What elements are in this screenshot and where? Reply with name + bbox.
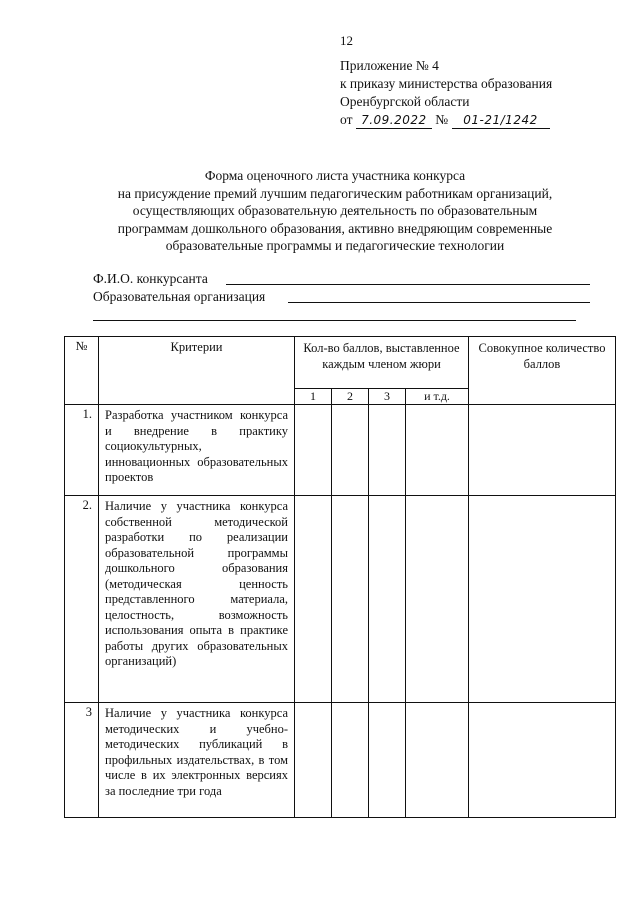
order-date: 7.09.2022 (356, 113, 432, 129)
appendix-block (340, 57, 552, 129)
document-title (60, 167, 610, 255)
criterion-text: Разработка участником конкурса и внедрение в практику социокультурных, инновационных образовательных проектов (99, 405, 295, 496)
criterion-text: Наличие у участника конкурса методических и учебно-методических публикаций в профильных издательствах, в том числе в их электронных версиях за последние три года (99, 703, 295, 818)
score-cell[interactable] (295, 496, 332, 703)
jury-col-1: 1 (295, 389, 332, 405)
criterion-text: Наличие у участника конкурса собственной методической разработки по реализации образовательной программы дошкольного образования (методическая ценность представленного материала, целостность, возможность использования опыта в практике работы других образовательных организаций) (99, 496, 295, 703)
table-row (65, 405, 616, 496)
total-cell[interactable] (469, 496, 616, 703)
header-scores: Кол-во баллов, выставленное каждым членом жюри (295, 337, 469, 389)
row-num: 2. (65, 496, 99, 703)
header-row (65, 337, 616, 389)
page-number: 12 (340, 33, 353, 48)
score-cell[interactable] (295, 703, 332, 818)
table-row (65, 703, 616, 818)
appendix-date-number (340, 111, 552, 129)
participant-label: Ф.И.О. конкурсанта (93, 271, 208, 286)
table-row (65, 496, 616, 703)
score-cell[interactable] (406, 703, 469, 818)
jury-col-2: 2 (332, 389, 369, 405)
total-cell[interactable] (469, 405, 616, 496)
score-cell[interactable] (332, 703, 369, 818)
appendix-order-ref: к приказу министерства образования (340, 76, 553, 91)
appendix-title: Приложение № 4 (340, 58, 439, 73)
jury-col-etc: и т.д. (406, 389, 469, 405)
score-cell[interactable] (369, 405, 406, 496)
header-num: № (65, 337, 99, 405)
row-num: 3 (65, 703, 99, 818)
organization-extra-line[interactable] (93, 320, 576, 321)
score-cell[interactable] (406, 496, 469, 703)
score-cell[interactable] (369, 496, 406, 703)
title-line: программам дошкольного образования, активно внедряющим современные (117, 220, 553, 236)
organization-label: Образовательная организация (93, 289, 266, 304)
participant-input-line[interactable] (226, 284, 590, 285)
row-num: 1. (65, 405, 99, 496)
criteria-table (64, 336, 616, 818)
title-line: образовательные программы и педагогические технологии (165, 238, 505, 253)
header-total: Совокупное количество баллов (469, 337, 616, 405)
score-cell[interactable] (332, 405, 369, 496)
order-number: 01-21/1242 (452, 113, 550, 129)
title-line: на присуждение премий лучшим педагогическим работникам организаций, (117, 185, 553, 201)
jury-col-3: 3 (369, 389, 406, 405)
title-line: осуществляющих образовательную деятельность по образовательным (132, 203, 538, 218)
score-cell[interactable] (406, 405, 469, 496)
number-label: № (435, 112, 449, 127)
total-cell[interactable] (469, 703, 616, 818)
score-cell[interactable] (332, 496, 369, 703)
from-label: от (340, 112, 353, 127)
appendix-region: Оренбургской области (340, 94, 470, 109)
organization-input-line[interactable] (288, 302, 590, 303)
header-criteria: Критерии (99, 337, 295, 405)
score-cell[interactable] (369, 703, 406, 818)
title-line: Форма оценочного листа участника конкурса (204, 168, 466, 183)
score-cell[interactable] (295, 405, 332, 496)
